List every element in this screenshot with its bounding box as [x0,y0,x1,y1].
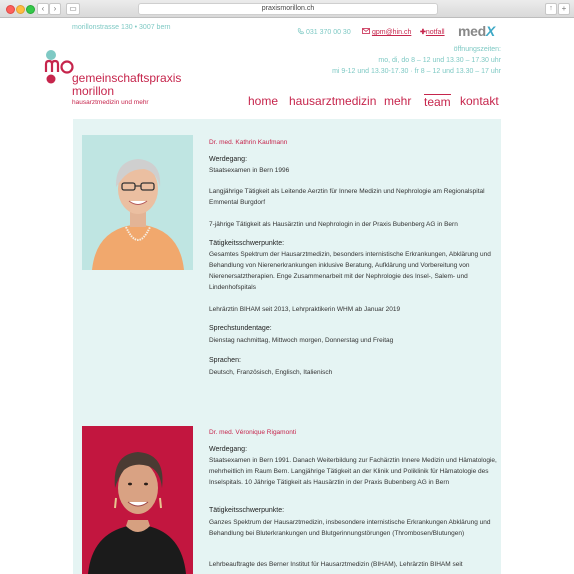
brand-name-line-2: morillon [72,84,115,98]
forward-icon[interactable]: › [49,3,61,15]
doctor1-text-3: 7-jährige Tätigkeit als Hausärztin und Nephrologin in der Praxis Bubenberg AG in Bern [209,221,458,228]
doctor1-text-6: Dienstag nachmittag, Mittwoch morgen, Donnerstag und Freitag [209,337,394,344]
doctor2-text-3: Lehrbeauftragte des Berner Institut für Hausarztmedizin (BIHAM), Lehrärztin BIHAM seit [209,561,463,568]
doctor1-text-1: Staatsexamen in Bern 1996 [209,167,290,174]
nav-mehr[interactable]: mehr [384,94,412,108]
doctor-photo-rigamonti [82,426,193,574]
nav-team[interactable]: team [424,95,451,109]
medix-logo[interactable] [458,23,495,39]
schwerpunkte-heading: Tätigkeitsschwerpunkte: [209,507,285,514]
doctor1-text-7: Deutsch, Französisch, Englisch, Italienisch [209,369,333,376]
back-icon[interactable]: ‹ [37,3,49,15]
practice-address: morillonstrasse 130 • 3007 bern [72,24,171,31]
medix-logo-text: med [458,23,486,39]
portrait-image [82,426,193,574]
address-bar[interactable] [138,3,438,15]
portrait-image [82,135,193,270]
new-tab-icon[interactable]: + [558,3,570,15]
nav-home[interactable]: home [248,94,279,108]
notfall-link[interactable] [420,28,445,36]
schwerpunkte-heading: Tätigkeitsschwerpunkte: [209,240,285,247]
opening-hours-title: öffnungszeiten: [453,46,501,53]
opening-hours-line-2: mi 9-12 und 13.30-17.30 · fr 8 – 12 und 13.30 – 17 uhr [332,68,501,75]
phone-number: 031 370 00 30 [305,29,351,36]
url-text: praxismorillon.ch [261,5,315,12]
medix-logo-x: X [485,23,495,39]
werdegang-heading: Werdegang: [209,446,248,453]
doctor-photo-kaufmann [82,135,193,270]
sidebar-icon[interactable]: ▭ [66,3,80,15]
mail-icon [362,28,370,34]
doctor2-text-2: Ganzes Spektrum der Hausarztmedizin, insbesondere internistische Erkrankungen Abklärung und Behandlung bei Bluterkrankungen und Blutgerinnungstörungen (Thrombosen/Blutungen) [209,519,491,537]
browser-toolbar [0,0,574,18]
notfall-label: notfall [425,29,445,36]
nav-kontakt[interactable]: kontakt [460,94,499,108]
sprechstundentage-heading: Sprechstundentage: [209,325,272,332]
phone-icon [297,28,304,35]
email-link[interactable] [362,28,411,36]
doctor-name-rigamonti: Dr. med. Véronique Rigamonti [209,429,297,436]
brand-name-line-1: gemeinschaftspraxis [72,71,182,85]
opening-hours-line-1: mo, di, do 8 – 12 und 13.30 – 17.30 uhr [378,57,501,64]
close-window-icon[interactable] [6,5,15,14]
email-address: gpm@hin.ch [371,29,412,36]
doctor2-text-1: Staatsexamen in Bern 1991. Danach Weiterbildung zur Fachärztin Innere Medizin und Hämatologie, mehrheitlich im Raum Bern. Langjährige Tätigkeit an der Klinik und Poliklinik für Hämatologie des Inselspitals. 10 Jährige Tätigkeit als Hausärztin in der Praxis Bubenberg AG in Bern [209,457,497,486]
nav-hausarztmedizin[interactable]: hausarztmedizin [289,94,377,108]
sprachen-heading: Sprachen: [209,357,241,364]
share-icon[interactable]: ↑ [545,3,557,15]
doctor1-text-5: Lehrärztin BIHAM seit 2013, Lehrpraktikerin WHM ab Januar 2019 [209,306,401,313]
brand-tagline: hausarztmedizin und mehr [72,99,149,106]
phone-link[interactable] [297,28,351,36]
doctor1-text-2: Langjährige Tätigkeit als Leitende Aerztin für Innere Medizin und Nephrologie am Regionalspital Emmental Burgdorf [209,188,485,206]
minimize-window-icon[interactable] [16,5,25,14]
practice-logo-icon[interactable] [42,48,74,84]
doctor1-text-4: Gesamtes Spektrum der Hausarztmedizin, besonders internistische Erkrankungen, Abklärung und Behandlung von Nierenerkrankungen inklusive Beratung, Aufklärung und Vorbereitung von Nierenersatztherapien. Enge Zusammenarbeit mit der Nephrologie des Insel-, Salem- und Lindenhofspitals [209,251,491,291]
maximize-window-icon[interactable] [26,5,35,14]
cross-icon: ✚ [420,29,426,36]
werdegang-heading: Werdegang: [209,156,248,163]
doctor-name-kaufmann: Dr. med. Kathrin Kaufmann [209,139,288,146]
